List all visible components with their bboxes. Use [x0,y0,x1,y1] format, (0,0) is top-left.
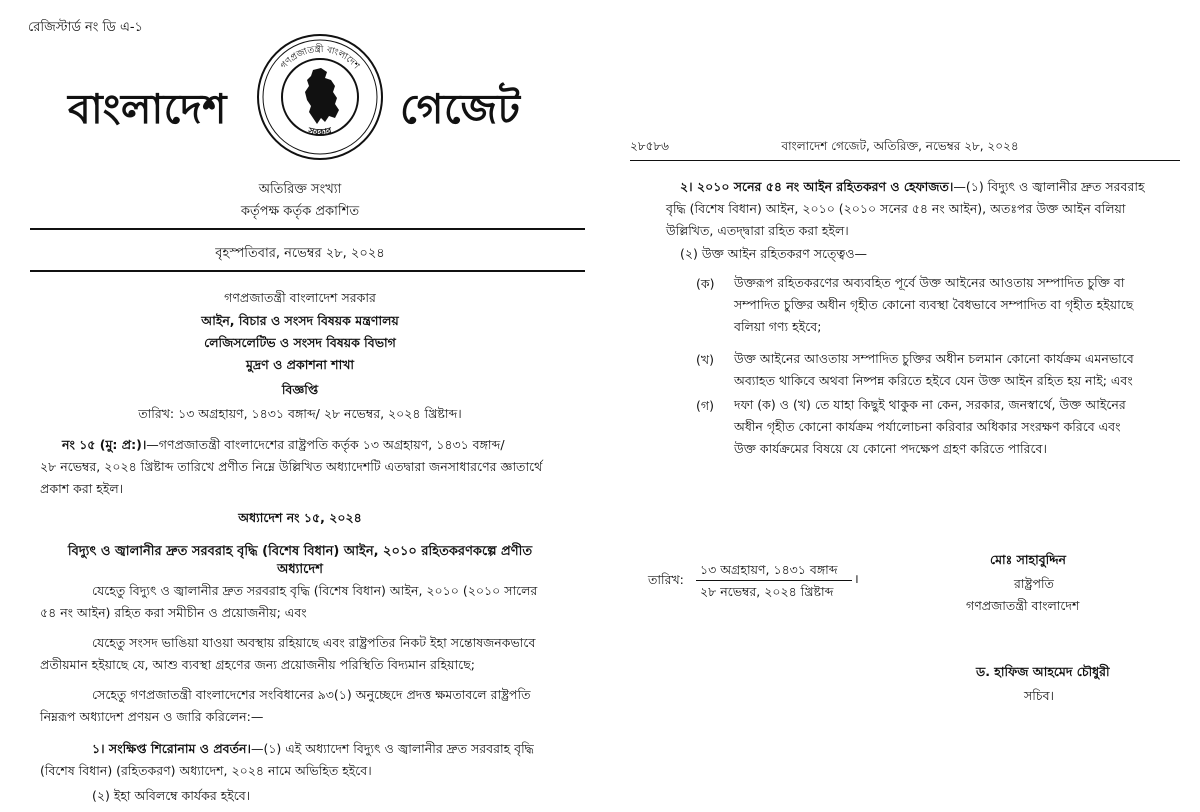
section-1-heading: ১। সংক্ষিপ্ত শিরোনাম ও প্রবর্তন। [92,741,251,756]
publication-date: বৃহস্পতিবার, নভেম্বর ২৮, ২০২৪ [215,246,385,261]
whereas-3-line-1: সেহেতু গণপ্রজাতন্ত্রী বাংলাদেশের সংবিধানের ৯৩(১) অনুচ্ছেদে প্রদত্ত ক্ষমতাবলে রাষ্ট্রপতি [92,687,531,702]
section-1-line-2: (বিশেষ বিধান) (রহিতকরণ) অধ্যাদেশ, ২০২৪ নামে অভিহিত হইবে। [40,763,372,778]
division-name: লেজিসলেটিভ ও সংসদ বিষয়ক বিভাগ [204,335,396,350]
masthead-bangladesh: বাংলাদেশ [68,85,228,133]
gazette-inner-page [600,0,1200,812]
intro-line-1: —গণপ্রজাতন্ত্রী বাংলাদেশের রাষ্ট্রপতি কর্তৃক ১৩ অগ্রহায়ণ, ১৪৩১ বঙ্গাব্দ/ [146,437,505,452]
signatory-title: রাষ্ট্রপতি [1014,576,1054,591]
signatory-country: গণপ্রজাতন্ত্রী বাংলাদেশ [966,598,1080,613]
section-1 [40,738,572,782]
extra-issue-label: অতিরিক্ত সংখ্যা [258,182,342,197]
clause-ka-label: (ক) [696,276,715,291]
date-bengali: ১৩ অগ্রহায়ণ, ১৪৩১ বঙ্গাব্দ [700,562,838,577]
intro-line-3: প্রকাশ করা হইল। [40,481,124,496]
secretary-name: ড. হাফিজ আহমেদ চৌধুরী [976,664,1110,679]
date-divider [696,580,852,581]
ordinance-number: অধ্যাদেশ নং ১৫, ২০২৪ [238,510,362,525]
running-head-rule [630,160,1180,161]
registration-number: রেজিস্টার্ড নং ডি এ-১ [28,20,143,35]
section-2 [666,176,1170,242]
section-2-sub-2: (২) উক্ত আইন রহিতকরণ সত্ত্বেও— [680,246,868,261]
clause-ga [734,394,1174,460]
running-head: বাংলাদেশ গেজেট, অতিরিক্ত, নভেম্বর ২৮, ২০২৪ [781,139,1019,153]
seal-text-bottom: সরকার [307,126,333,139]
date-label: তারিখ: [648,572,684,587]
section-2-line-1: —(১) বিদ্যুৎ ও জ্বালানীর দ্রুত সরবরাহ [953,179,1145,194]
header-rule-top [30,228,585,230]
seal-text-top: গণপ্রজাতন্ত্রী বাংলাদেশ [279,44,361,72]
whereas-paragraph-3 [40,684,572,728]
clause-ga-line-2: অধীন গৃহীত কোনো কার্যক্রম পর্যালোচনা করিবার অধিকার সংরক্ষণ করিবে এবং [734,419,1121,434]
whereas-3-line-2: নিম্নরূপ অধ্যাদেশ প্রণয়ন ও জারি করিলেন:— [40,709,264,724]
ministry-name: আইন, বিচার ও সংসদ বিষয়ক মন্ত্রণালয় [201,313,399,328]
section-1-sub-2: (২) ইহা অবিলম্বে কার্যকর হইবে। [92,788,251,803]
section-2-heading: ২। ২০১০ সনের ৫৪ নং আইন রহিতকরণ ও হেফাজত। [680,179,954,194]
notification-date: তারিখ: ১৩ অগ্রহায়ণ, ১৪৩১ বঙ্গাব্দ/ ২৮ নভেম্বর, ২০২৪ খ্রিষ্টাব্দ। [138,406,462,421]
whereas-1-line-1: যেহেতু বিদ্যুৎ ও জ্বালানীর দ্রুত সরবরাহ বৃদ্ধি (বিশেষ বিধান) আইন, ২০১০ (২০১০ সালের [92,583,538,598]
section-2-line-3: উল্লিখিত, এতদ্দ্বারা রহিত করা হইল। [666,223,849,238]
whereas-2-line-1: যেহেতু সংসদ ভাঙিয়া যাওয়া অবস্থায় রহিয়াছে এবং রাষ্ট্রপতির নিকট ইহা সন্তোষজনকভাবে [92,635,536,650]
clause-ka-line-1: উক্তরূপ রহিতকরণের অব্যবহিত পূর্বে উক্ত আইনের আওতায় সম্পাদিত চুক্তি বা [734,275,1125,290]
clause-ka-line-2: সম্পাদিত চুক্তির অধীন গৃহীত কোনো ব্যবস্থা বৈধভাবে সম্পাদিত বা গৃহীত হইয়াছে [734,297,1134,312]
government-name: গণপ্রজাতন্ত্রী বাংলাদেশ সরকার [224,290,376,305]
clause-ka-line-3: বলিয়া গণ্য হইবে; [734,319,822,334]
whereas-1-line-2: ৫৪ নং আইন) রহিত করা সমীচীন ও প্রয়োজনীয়; এবং [40,605,307,620]
header-rule-bottom [30,270,585,272]
intro-line-2: ২৮ নভেম্বর, ২০২৪ খ্রিষ্টাব্দ তারিখে প্রণীত নিম্নে উল্লিখিত অধ্যাদেশটি এতদ্বারা জনসাধারণের জ্ঞাতার্থে [40,459,543,474]
ordinance-title-line-1: বিদ্যুৎ ও জ্বালানীর দ্রুত সরবরাহ বৃদ্ধি (বিশেষ বিধান) আইন, ২০১০ রহিতকরণকল্পে প্রণীত [67,544,533,559]
date-end-mark: । [854,571,859,586]
clause-ga-line-1: দফা (ক) ও (খ) তে যাহা কিছুই থাকুক না কেন, সরকার, জনস্বার্থে, উক্ত আইনের [734,397,1126,412]
page-number: ২৮৫৮৬ [630,139,669,153]
whereas-paragraph-1 [40,580,572,624]
intro-number: নং ১৫ (মু: প্র:)। [62,437,147,452]
clause-kha-line-1: উক্ত আইনের আওতায় সম্পাদিত চুক্তির অধীন চলমান কোনো কার্যক্রম এমনভাবে [734,351,1134,366]
clause-ga-label: (গ) [696,398,714,413]
authority-label: কর্তৃপক্ষ কর্তৃক প্রকাশিত [240,204,360,219]
intro-paragraph [40,434,562,500]
secretary-title: সচিব। [1024,688,1055,703]
signatory-name: মোঃ সাহাবুদ্দিন [990,552,1066,567]
whereas-2-line-2: প্রতীয়মান হইয়াছে যে, আশু ব্যবস্থা গ্রহণের জন্য প্রয়োজনীয় পরিস্থিতি বিদ্যমান রহিয়াছে; [40,657,475,672]
wing-name: মুদ্রণ ও প্রকাশনা শাখা [245,357,355,372]
government-seal-icon [255,32,385,162]
section-2-line-2: বৃদ্ধি (বিশেষ বিধান) আইন, ২০১০ (২০১০ সনের ৫৪ নং আইন), অতঃপর উক্ত আইন বলিয়া [666,201,1126,216]
clause-kha-line-2: অব্যাহত থাকিবে অথবা নিষ্পন্ন করিতে হইবে যেন উক্ত আইন রহিত হয় নাই; এবং [734,373,1133,388]
date-gregorian: ২৮ নভেম্বর, ২০২৪ খ্রিষ্টাব্দ [700,584,834,599]
section-1-line-1: —(১) এই অধ্যাদেশ বিদ্যুৎ ও জ্বালানীর দ্রুত সরবরাহ বৃদ্ধি [250,741,534,756]
clause-ga-line-3: উক্ত কার্যক্রমের বিষয়ে যে কোনো পদক্ষেপ গ্রহণ করিতে পারিবে। [734,441,1047,456]
notification-heading: বিজ্ঞপ্তি [281,382,319,397]
whereas-paragraph-2 [40,632,572,676]
masthead-gazette: গেজেট [400,85,521,133]
clause-ka [734,272,1174,338]
clause-kha [734,348,1174,392]
clause-kha-label: (খ) [696,352,714,367]
ordinance-title-line-2: অধ্যাদেশ [277,562,323,577]
